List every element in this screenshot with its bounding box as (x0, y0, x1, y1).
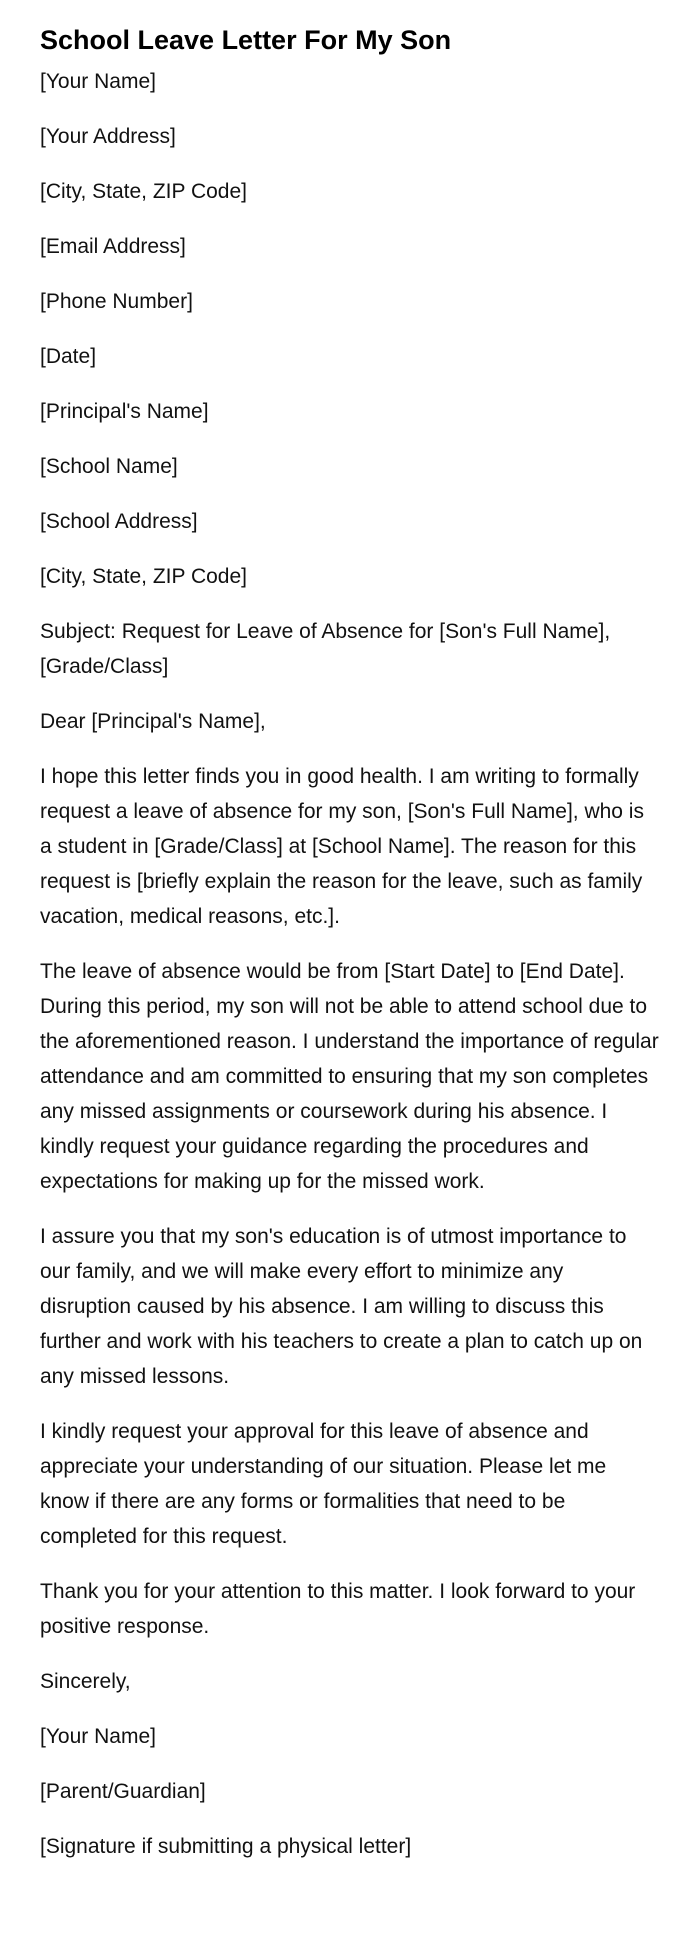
closing: Sincerely, (40, 1670, 131, 1693)
recipient-school-name: [School Name] (40, 455, 178, 478)
body-paragraph: I kindly request your approval for this leave of absence and appreciate your understanding of our situation. Please let me know if there are any forms or formalities that need to be completed for this request. (40, 1420, 607, 1548)
sender-phone: [Phone Number] (40, 290, 193, 313)
sender-email: [Email Address] (40, 235, 186, 258)
body-paragraph: Thank you for your attention to this matter. I look forward to your positive response. (40, 1580, 636, 1638)
sender-city-state-zip: [City, State, ZIP Code] (40, 180, 247, 203)
body-paragraph: The leave of absence would be from [Start Date] to [End Date]. During this period, my son will not be able to attend school due to the aforementioned reason. I understand the importance of regular attendance and am committed to ensuring that my son completes any missed assignments or coursework during his absence. I kindly request your guidance regarding the procedures and expectations for making up for the missed work. (40, 960, 659, 1193)
signature-note: [Signature if submitting a physical letter] (40, 1835, 412, 1858)
recipient-principal-name: [Principal's Name] (40, 400, 209, 423)
recipient-city-state-zip: [City, State, ZIP Code] (40, 565, 247, 588)
signature-name: [Your Name] (40, 1725, 156, 1748)
sender-name: [Your Name] (40, 70, 156, 93)
body-paragraph: I hope this letter finds you in good health. I am writing to formally request a leave of absence for my son, [Son's Full Name], who is a student in [Grade/Class] at [School Name]. The reason for this request is [briefly explain the reason for the leave, such as family vacation, medical reasons, etc.]. (40, 765, 644, 928)
salutation: Dear [Principal's Name], (40, 710, 266, 733)
letter-date: [Date] (40, 345, 97, 368)
signature-role: [Parent/Guardian] (40, 1780, 206, 1803)
sender-address: [Your Address] (40, 125, 176, 148)
letter-body (40, 64, 660, 1864)
subject-line: Subject: Request for Leave of Absence for [Son's Full Name], [Grade/Class] (40, 620, 611, 678)
recipient-school-address: [School Address] (40, 510, 198, 533)
body-paragraph: I assure you that my son's education is of utmost importance to our family, and we will make every effort to minimize any disruption caused by his absence. I am willing to discuss this further and work with his teachers to create a plan to catch up on any missed lessons. (40, 1225, 643, 1388)
page-title: School Leave Letter For My Son (40, 25, 452, 55)
